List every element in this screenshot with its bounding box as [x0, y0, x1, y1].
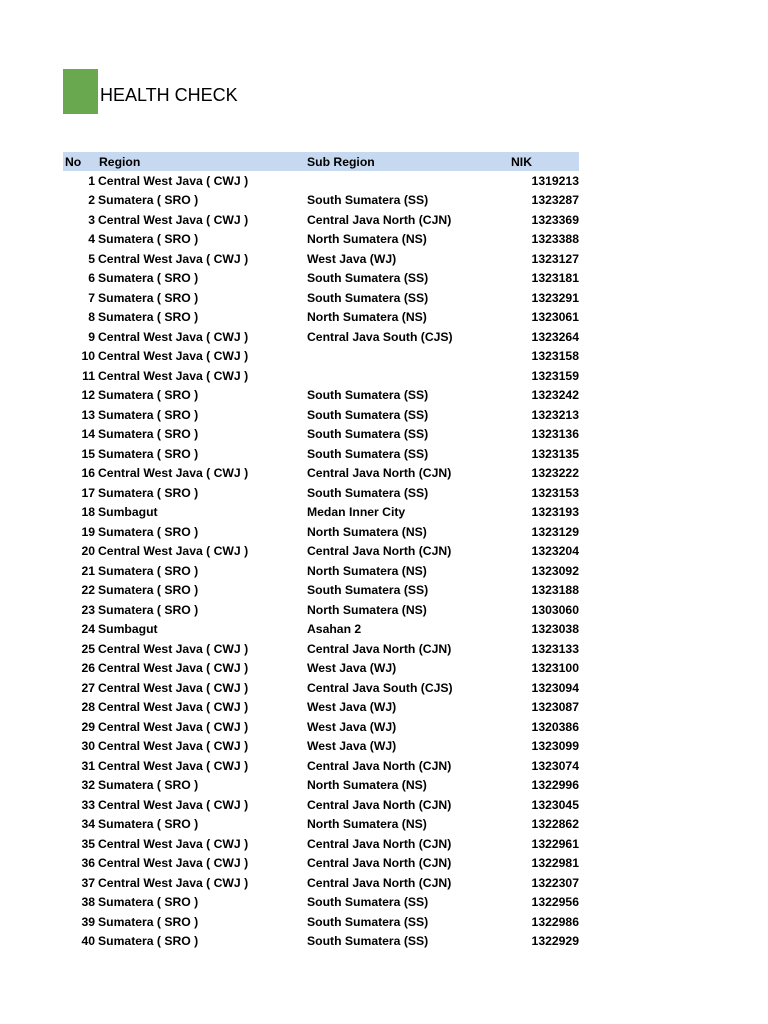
cell-nik: 1323193 — [531, 505, 579, 520]
cell-sub-region: North Sumatera (NS) — [307, 310, 427, 325]
cell-sub-region: South Sumatera (SS) — [307, 485, 429, 500]
table-row — [63, 464, 579, 484]
cell-no: 36 — [81, 856, 95, 871]
cell-no: 25 — [81, 641, 95, 656]
cell-sub-region: Central Java North (CJN) — [307, 758, 452, 773]
cell-nik: 1323135 — [531, 446, 579, 461]
table-row — [63, 269, 579, 289]
table-row — [63, 639, 579, 659]
column-header-no: No — [65, 154, 82, 169]
table-row — [63, 795, 579, 815]
cell-sub-region: Central Java North (CJN) — [307, 641, 452, 656]
cell-nik: 1323074 — [531, 758, 579, 773]
cell-nik: 1323181 — [531, 271, 579, 286]
cell-region: Sumbagut — [98, 622, 158, 637]
table-row — [63, 483, 579, 503]
cell-no: 22 — [81, 583, 95, 598]
table-row — [63, 678, 579, 698]
table-row — [63, 912, 579, 932]
cell-nik: 1323061 — [531, 310, 579, 325]
cell-nik: 1322961 — [531, 836, 579, 851]
cell-region: Sumatera ( SRO ) — [98, 914, 199, 929]
cell-region: Sumatera ( SRO ) — [98, 583, 199, 598]
cell-sub-region: Central Java North (CJN) — [307, 544, 452, 559]
cell-region: Sumatera ( SRO ) — [98, 232, 199, 247]
table-row — [63, 230, 579, 250]
table-row — [63, 444, 579, 464]
table-row — [63, 854, 579, 874]
cell-region: Sumatera ( SRO ) — [98, 485, 199, 500]
cell-nik: 1323158 — [531, 349, 579, 364]
cell-no: 30 — [81, 739, 95, 754]
cell-no: 37 — [81, 875, 95, 890]
cell-nik: 1323204 — [531, 544, 579, 559]
cell-sub-region: North Sumatera (NS) — [307, 778, 427, 793]
cell-sub-region: Central Java North (CJN) — [307, 856, 452, 871]
cell-no: 4 — [88, 232, 95, 247]
cell-nik: 1323045 — [531, 797, 579, 812]
cell-sub-region: Central Java North (CJN) — [307, 212, 452, 227]
cell-region: Sumbagut — [98, 505, 158, 520]
cell-no: 21 — [81, 563, 95, 578]
cell-region: Sumatera ( SRO ) — [98, 446, 199, 461]
cell-region: Sumatera ( SRO ) — [98, 407, 199, 422]
cell-region: Central West Java ( CWJ ) — [98, 856, 249, 871]
table-row — [63, 347, 579, 367]
cell-region: Sumatera ( SRO ) — [98, 895, 199, 910]
table-row — [63, 737, 579, 757]
cell-no: 10 — [81, 349, 95, 364]
cell-no: 9 — [88, 329, 95, 344]
cell-nik: 1323129 — [531, 524, 579, 539]
table-row — [63, 405, 579, 425]
cell-nik: 1323092 — [531, 563, 579, 578]
cell-region: Central West Java ( CWJ ) — [98, 680, 249, 695]
cell-region: Central West Java ( CWJ ) — [98, 212, 249, 227]
table-row — [63, 503, 579, 523]
table-row — [63, 620, 579, 640]
cell-no: 27 — [81, 680, 95, 695]
cell-region: Central West Java ( CWJ ) — [98, 466, 249, 481]
table-row — [63, 600, 579, 620]
cell-sub-region: North Sumatera (NS) — [307, 602, 427, 617]
cell-nik: 1323388 — [531, 232, 579, 247]
cell-no: 8 — [88, 310, 95, 325]
cell-sub-region: South Sumatera (SS) — [307, 895, 429, 910]
cell-sub-region: Central Java North (CJN) — [307, 466, 452, 481]
cell-region: Sumatera ( SRO ) — [98, 524, 199, 539]
table-row — [63, 776, 579, 796]
cell-region: Sumatera ( SRO ) — [98, 817, 199, 832]
page-title: HEALTH CHECK — [100, 85, 238, 105]
cell-no: 11 — [82, 368, 95, 383]
cell-no: 7 — [88, 290, 95, 305]
cell-no: 14 — [81, 427, 95, 442]
cell-sub-region: South Sumatera (SS) — [307, 290, 429, 305]
table-row — [63, 522, 579, 542]
cell-nik: 1323369 — [531, 212, 579, 227]
cell-sub-region: Central Java North (CJN) — [307, 836, 452, 851]
table-row — [63, 308, 579, 328]
table-row — [63, 386, 579, 406]
cell-sub-region: Central Java North (CJN) — [307, 875, 452, 890]
cell-nik: 1323242 — [531, 388, 579, 403]
cell-nik: 1323133 — [531, 641, 579, 656]
cell-region: Sumatera ( SRO ) — [98, 563, 199, 578]
cell-nik: 1322981 — [531, 856, 579, 871]
title-accent-block — [63, 69, 98, 114]
cell-sub-region: North Sumatera (NS) — [307, 563, 427, 578]
cell-region: Central West Java ( CWJ ) — [98, 641, 249, 656]
cell-region: Central West Java ( CWJ ) — [98, 700, 249, 715]
table-row — [63, 542, 579, 562]
cell-nik: 1322929 — [531, 934, 579, 949]
cell-no: 15 — [81, 446, 95, 461]
cell-no: 17 — [81, 485, 95, 500]
cell-no: 35 — [81, 836, 95, 851]
table-row — [63, 717, 579, 737]
cell-sub-region: South Sumatera (SS) — [307, 914, 429, 929]
cell-region: Central West Java ( CWJ ) — [98, 251, 249, 266]
cell-no: 33 — [81, 797, 95, 812]
cell-no: 2 — [88, 193, 95, 208]
cell-no: 38 — [81, 895, 95, 910]
cell-region: Central West Java ( CWJ ) — [98, 739, 249, 754]
cell-region: Sumatera ( SRO ) — [98, 778, 199, 793]
cell-sub-region: South Sumatera (SS) — [307, 446, 429, 461]
table-row — [63, 893, 579, 913]
title-area — [63, 69, 238, 114]
health-check-table — [63, 152, 579, 951]
cell-region: Sumatera ( SRO ) — [98, 427, 199, 442]
cell-region: Central West Java ( CWJ ) — [98, 544, 249, 559]
cell-nik: 1323213 — [531, 407, 579, 422]
cell-no: 28 — [81, 700, 95, 715]
cell-region: Central West Java ( CWJ ) — [98, 758, 249, 773]
cell-region: Central West Java ( CWJ ) — [98, 875, 249, 890]
cell-no: 16 — [81, 466, 95, 481]
table-row — [63, 659, 579, 679]
cell-sub-region: Central Java North (CJN) — [307, 797, 452, 812]
cell-no: 23 — [81, 602, 95, 617]
cell-no: 5 — [88, 251, 95, 266]
cell-nik: 1323038 — [531, 622, 579, 637]
cell-no: 18 — [81, 505, 95, 520]
cell-region: Central West Java ( CWJ ) — [98, 797, 249, 812]
cell-region: Central West Java ( CWJ ) — [98, 329, 249, 344]
cell-no: 26 — [81, 661, 95, 676]
cell-nik: 1322862 — [531, 817, 579, 832]
cell-region: Sumatera ( SRO ) — [98, 310, 199, 325]
table-row — [63, 932, 579, 952]
cell-nik: 1323100 — [531, 661, 579, 676]
cell-sub-region: South Sumatera (SS) — [307, 407, 429, 422]
cell-nik: 1323264 — [531, 329, 579, 344]
cell-no: 20 — [81, 544, 95, 559]
table-row — [63, 815, 579, 835]
table-header-row — [63, 152, 579, 171]
table-row — [63, 171, 579, 191]
cell-nik: 1323136 — [531, 427, 579, 442]
cell-no: 13 — [81, 407, 95, 422]
table-row — [63, 327, 579, 347]
cell-region: Sumatera ( SRO ) — [98, 193, 199, 208]
table-row — [63, 873, 579, 893]
table-row — [63, 561, 579, 581]
cell-no: 3 — [88, 212, 95, 227]
cell-sub-region: South Sumatera (SS) — [307, 388, 429, 403]
cell-nik: 1322996 — [531, 778, 579, 793]
cell-sub-region: West Java (WJ) — [307, 251, 397, 266]
cell-sub-region: West Java (WJ) — [307, 661, 397, 676]
cell-nik: 1322986 — [531, 914, 579, 929]
column-header-nik: NIK — [511, 154, 532, 169]
table-row — [63, 581, 579, 601]
cell-nik: 1322307 — [531, 875, 579, 890]
cell-no: 40 — [81, 934, 95, 949]
cell-nik: 1319213 — [531, 173, 579, 188]
cell-no: 24 — [81, 622, 95, 637]
table-row — [63, 249, 579, 269]
cell-sub-region: South Sumatera (SS) — [307, 193, 429, 208]
cell-nik: 1323188 — [531, 583, 579, 598]
cell-no: 6 — [88, 271, 95, 286]
table-row — [63, 288, 579, 308]
table-row — [63, 210, 579, 230]
cell-region: Sumatera ( SRO ) — [98, 934, 199, 949]
cell-region: Central West Java ( CWJ ) — [98, 836, 249, 851]
cell-region: Central West Java ( CWJ ) — [98, 719, 249, 734]
cell-no: 29 — [81, 719, 95, 734]
column-header-sub-region: Sub Region — [307, 154, 375, 169]
cell-no: 19 — [81, 524, 95, 539]
cell-nik: 1320386 — [531, 719, 579, 734]
cell-nik: 1322956 — [531, 895, 579, 910]
cell-sub-region: West Java (WJ) — [307, 719, 397, 734]
cell-no: 32 — [81, 778, 95, 793]
table-row — [63, 191, 579, 211]
cell-sub-region: Asahan 2 — [307, 622, 362, 637]
cell-region: Central West Java ( CWJ ) — [98, 661, 249, 676]
cell-sub-region: North Sumatera (NS) — [307, 524, 427, 539]
cell-region: Central West Java ( CWJ ) — [98, 368, 249, 383]
cell-nik: 1303060 — [531, 602, 579, 617]
cell-region: Sumatera ( SRO ) — [98, 388, 199, 403]
cell-nik: 1323153 — [531, 485, 579, 500]
table-row — [63, 834, 579, 854]
cell-region: Sumatera ( SRO ) — [98, 602, 199, 617]
cell-region: Central West Java ( CWJ ) — [98, 173, 249, 188]
cell-region: Central West Java ( CWJ ) — [98, 349, 249, 364]
cell-sub-region: South Sumatera (SS) — [307, 583, 429, 598]
cell-region: Sumatera ( SRO ) — [98, 290, 199, 305]
cell-no: 34 — [81, 817, 95, 832]
cell-sub-region: West Java (WJ) — [307, 739, 397, 754]
cell-region: Sumatera ( SRO ) — [98, 271, 199, 286]
table-row — [63, 366, 579, 386]
cell-nik: 1323291 — [531, 290, 579, 305]
cell-sub-region: South Sumatera (SS) — [307, 427, 429, 442]
cell-no: 39 — [81, 914, 95, 929]
cell-sub-region: West Java (WJ) — [307, 700, 397, 715]
cell-no: 31 — [81, 758, 95, 773]
cell-sub-region: South Sumatera (SS) — [307, 271, 429, 286]
cell-nik: 1323094 — [531, 680, 579, 695]
table-row — [63, 756, 579, 776]
cell-nik: 1323287 — [531, 193, 579, 208]
cell-sub-region: Central Java South (CJS) — [307, 329, 453, 344]
cell-sub-region: Central Java South (CJS) — [307, 680, 453, 695]
cell-sub-region: North Sumatera (NS) — [307, 817, 427, 832]
cell-nik: 1323222 — [531, 466, 579, 481]
cell-no: 1 — [88, 173, 95, 188]
cell-no: 12 — [81, 388, 95, 403]
cell-nik: 1323127 — [531, 251, 579, 266]
table-body — [63, 171, 579, 951]
cell-sub-region: North Sumatera (NS) — [307, 232, 427, 247]
column-header-region: Region — [99, 154, 141, 169]
table-row — [63, 425, 579, 445]
cell-nik: 1323087 — [531, 700, 579, 715]
table-row — [63, 698, 579, 718]
cell-nik: 1323159 — [531, 368, 579, 383]
cell-sub-region: South Sumatera (SS) — [307, 934, 429, 949]
cell-sub-region: Medan Inner City — [307, 505, 406, 520]
cell-nik: 1323099 — [531, 739, 579, 754]
